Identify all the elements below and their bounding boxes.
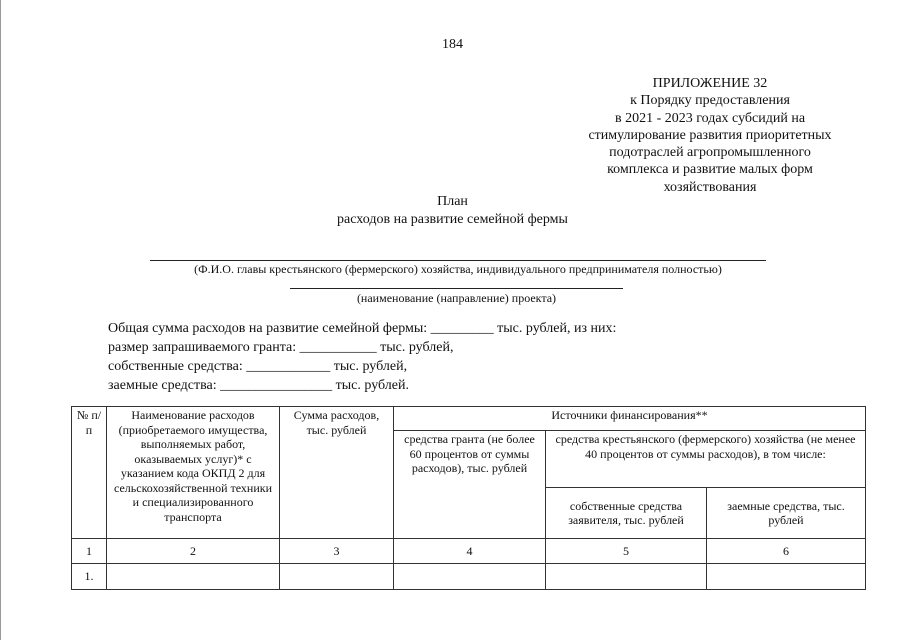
table-row — [72, 564, 866, 590]
appendix-line: хозяйствования — [663, 179, 757, 195]
row-grant-funds — [394, 564, 546, 590]
appendix-line: комплекса и развитие малых форм — [607, 162, 813, 178]
appendix-block — [560, 75, 860, 196]
header-num: № п/п — [72, 407, 107, 539]
total-expenses-line: Общая сумма расходов на развитие семейной фермы: _________ тыс. рублей, из них: — [108, 321, 617, 336]
row-borrowed-funds — [707, 564, 866, 590]
own-funds-line: собственные средства: ____________ тыс. рублей, — [108, 359, 408, 374]
column-number: 1 — [72, 539, 107, 564]
header-borrowed-funds: заемные средства, тыс. рублей — [707, 488, 866, 539]
head-name-caption: (Ф.И.О. главы крестьянского (фермерского) хозяйства, индивидуального предпринимателя полностью) — [194, 262, 722, 276]
row-expense-sum — [280, 564, 394, 590]
appendix-title: ПРИЛОЖЕНИЕ 32 — [652, 76, 768, 91]
header-funding-sources: Источники финансирования** — [394, 407, 866, 431]
appendix-line: подотраслей агропромышленного — [609, 145, 811, 161]
row-own-funds — [546, 564, 707, 590]
appendix-line: стимулирование развития приоритетных — [588, 127, 832, 143]
borrowed-funds-line: заемные средства: ________________ тыс. рублей. — [108, 378, 409, 393]
project-name-caption: (наименование (направление) проекта) — [356, 291, 557, 305]
grant-amount-line: размер запрашиваемого гранта: ___________ тыс. рублей, — [108, 340, 454, 355]
head-name-fill-line — [150, 260, 766, 261]
column-number: 4 — [394, 539, 546, 564]
page-left-edge — [0, 0, 1, 640]
title-line-1: План — [437, 194, 468, 209]
row-expense-name — [107, 564, 280, 590]
header-expense-sum: Сумма расходов, тыс. рублей — [280, 407, 394, 539]
column-number: 3 — [280, 539, 394, 564]
appendix-line: в 2021 - 2023 годах субсидий на — [614, 110, 806, 126]
project-name-fill-line — [290, 288, 623, 289]
header-farm-funds: средства крестьянского (фермерского) хозяйства (не менее 40 процентов от суммы расходов), в том числе: — [546, 431, 866, 488]
header-own-funds: собственные средства заявителя, тыс. рублей — [546, 488, 707, 539]
title-line-2: расходов на развитие семейной фермы — [337, 212, 568, 227]
row-num: 1. — [72, 564, 107, 590]
page-number: 184 — [442, 37, 463, 52]
column-number: 5 — [546, 539, 707, 564]
appendix-line: к Порядку предоставления — [630, 93, 790, 109]
totals-block — [108, 319, 616, 395]
header-expense-name: Наименование расходов (приобретаемого имущества, выполняемых работ, оказываемых услуг)* с указанием кода ОКПД 2 для сельскохозяйственной техники и специализированного транспорта — [107, 407, 280, 539]
column-number: 2 — [107, 539, 280, 564]
header-grant-funds: средства гранта (не более 60 процентов от суммы расходов), тыс. рублей — [394, 431, 546, 539]
document-title — [0, 193, 905, 229]
column-number: 6 — [707, 539, 866, 564]
expense-plan-table — [71, 406, 866, 590]
